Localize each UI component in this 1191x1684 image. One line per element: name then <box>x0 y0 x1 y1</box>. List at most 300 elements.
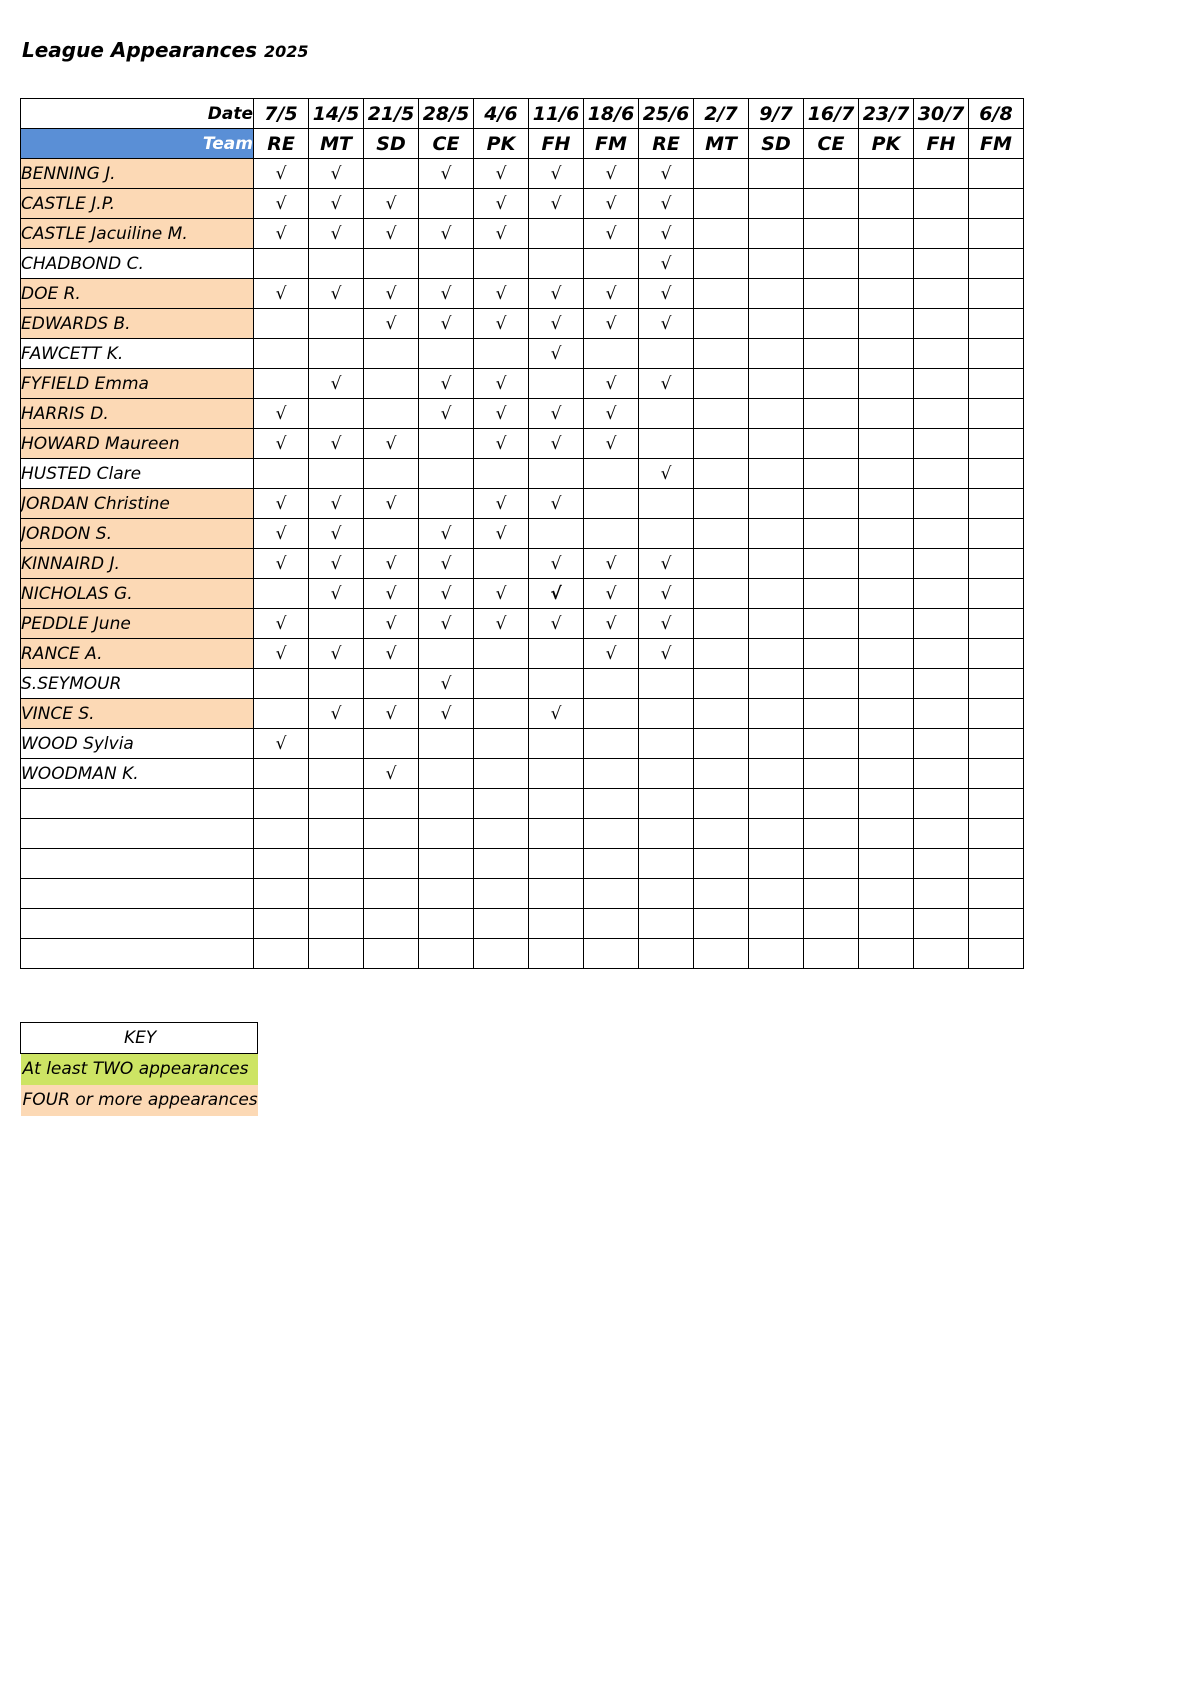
player-row <box>21 759 1024 789</box>
appearance-cell <box>969 699 1024 729</box>
appearance-cell <box>969 279 1024 309</box>
date-header-cell: 7/5 <box>254 99 309 129</box>
appearance-tick: √ <box>309 189 364 219</box>
appearance-cell <box>419 249 474 279</box>
appearance-tick: √ <box>419 699 474 729</box>
appearance-cell <box>749 879 804 909</box>
appearance-cell <box>584 699 639 729</box>
appearance-cell <box>694 279 749 309</box>
player-name: WOOD Sylvia <box>21 729 254 759</box>
appearance-cell <box>694 789 749 819</box>
appearance-cell <box>419 639 474 669</box>
appearance-cell <box>254 939 309 969</box>
appearance-tick: √ <box>364 609 419 639</box>
appearance-cell <box>859 429 914 459</box>
appearance-cell <box>254 699 309 729</box>
appearance-cell <box>914 639 969 669</box>
empty-row <box>21 879 1024 909</box>
appearance-cell <box>694 369 749 399</box>
appearance-tick: √ <box>584 309 639 339</box>
appearance-cell <box>859 369 914 399</box>
appearance-cell <box>859 219 914 249</box>
appearance-cell <box>254 819 309 849</box>
appearance-cell <box>419 819 474 849</box>
appearance-cell <box>584 669 639 699</box>
appearance-tick: √ <box>529 489 584 519</box>
appearance-tick: √ <box>584 579 639 609</box>
appearance-cell <box>859 879 914 909</box>
appearance-cell <box>474 879 529 909</box>
date-header-cell: 16/7 <box>804 99 859 129</box>
appearance-cell <box>584 519 639 549</box>
appearance-tick: √ <box>474 579 529 609</box>
appearance-cell <box>969 159 1024 189</box>
appearance-cell <box>584 819 639 849</box>
player-name: NICHOLAS G. <box>21 579 254 609</box>
appearance-cell <box>804 489 859 519</box>
appearance-tick: √ <box>639 369 694 399</box>
appearance-cell <box>309 879 364 909</box>
team-row <box>21 129 1024 159</box>
appearance-cell <box>804 189 859 219</box>
appearance-tick: √ <box>419 219 474 249</box>
appearance-cell <box>694 249 749 279</box>
appearance-cell <box>914 189 969 219</box>
appearance-cell <box>969 309 1024 339</box>
player-row <box>21 309 1024 339</box>
team-header-cell: CE <box>419 129 474 159</box>
appearance-cell <box>364 789 419 819</box>
appearance-tick: √ <box>584 429 639 459</box>
appearance-cell <box>364 459 419 489</box>
appearance-cell <box>254 909 309 939</box>
appearance-tick: √ <box>364 309 419 339</box>
appearance-cell <box>969 879 1024 909</box>
appearance-tick: √ <box>584 159 639 189</box>
appearance-cell <box>254 879 309 909</box>
appearance-tick: √ <box>364 759 419 789</box>
appearance-tick: √ <box>419 549 474 579</box>
appearance-cell <box>969 759 1024 789</box>
appearance-tick: √ <box>474 429 529 459</box>
appearance-tick: √ <box>639 309 694 339</box>
appearance-tick: √ <box>419 519 474 549</box>
appearance-cell <box>859 489 914 519</box>
appearance-tick: √ <box>584 219 639 249</box>
appearance-cell <box>584 939 639 969</box>
appearance-cell <box>749 819 804 849</box>
player-name: FAWCETT K. <box>21 339 254 369</box>
appearance-cell <box>419 729 474 759</box>
appearance-cell <box>804 939 859 969</box>
key-heading: KEY <box>21 1023 258 1054</box>
player-row <box>21 609 1024 639</box>
empty-row <box>21 939 1024 969</box>
appearance-cell <box>254 309 309 339</box>
player-name: FYFIELD Emma <box>21 369 254 399</box>
appearance-tick: √ <box>309 279 364 309</box>
team-header-cell: PK <box>859 129 914 159</box>
appearance-cell <box>804 549 859 579</box>
appearance-tick: √ <box>309 429 364 459</box>
appearance-cell <box>309 339 364 369</box>
appearance-cell <box>749 789 804 819</box>
appearance-cell <box>639 399 694 429</box>
appearance-cell <box>364 519 419 549</box>
appearance-cell <box>529 789 584 819</box>
appearance-cell <box>364 249 419 279</box>
appearance-cell <box>694 609 749 639</box>
appearance-cell <box>749 519 804 549</box>
player-row <box>21 429 1024 459</box>
appearance-cell <box>804 579 859 609</box>
team-header-cell: RE <box>639 129 694 159</box>
appearance-cell <box>859 939 914 969</box>
team-header-cell: FH <box>914 129 969 159</box>
appearance-tick: √ <box>474 159 529 189</box>
appearance-tick: √ <box>529 429 584 459</box>
appearance-cell <box>694 639 749 669</box>
appearance-tick: √ <box>254 549 309 579</box>
date-header-cell: 25/6 <box>639 99 694 129</box>
appearance-tick: √ <box>474 219 529 249</box>
appearance-cell <box>584 489 639 519</box>
appearance-cell <box>639 789 694 819</box>
appearance-cell <box>804 219 859 249</box>
appearance-cell <box>309 399 364 429</box>
appearance-cell <box>474 819 529 849</box>
appearance-cell <box>914 489 969 519</box>
appearance-cell <box>584 789 639 819</box>
appearance-cell <box>969 219 1024 249</box>
appearance-cell <box>969 609 1024 639</box>
appearance-tick: √ <box>419 609 474 639</box>
appearance-tick: √ <box>254 399 309 429</box>
appearance-cell <box>419 909 474 939</box>
appearance-cell <box>364 159 419 189</box>
appearance-cell <box>749 669 804 699</box>
appearance-cell <box>364 909 419 939</box>
appearance-cell <box>309 759 364 789</box>
appearance-tick: √ <box>364 549 419 579</box>
appearance-cell <box>364 879 419 909</box>
appearance-cell <box>969 339 1024 369</box>
appearance-cell <box>749 369 804 399</box>
date-header-cell: 28/5 <box>419 99 474 129</box>
appearance-tick: √ <box>474 399 529 429</box>
player-name: RANCE A. <box>21 639 254 669</box>
appearance-cell <box>419 789 474 819</box>
appearance-cell <box>694 579 749 609</box>
appearance-tick: √ <box>309 159 364 189</box>
appearance-cell <box>914 399 969 429</box>
appearance-cell <box>694 909 749 939</box>
appearance-tick: √ <box>419 159 474 189</box>
appearance-cell <box>309 249 364 279</box>
appearance-cell <box>804 669 859 699</box>
date-row <box>21 99 1024 129</box>
player-row <box>21 669 1024 699</box>
appearance-cell <box>969 189 1024 219</box>
appearance-tick: √ <box>529 579 584 609</box>
appearance-cell <box>914 219 969 249</box>
appearance-cell <box>859 849 914 879</box>
appearance-tick: √ <box>529 189 584 219</box>
date-header-cell: 11/6 <box>529 99 584 129</box>
date-header-cell: 21/5 <box>364 99 419 129</box>
appearance-cell <box>694 849 749 879</box>
appearance-cell <box>529 369 584 399</box>
appearance-cell <box>639 339 694 369</box>
appearance-cell <box>419 459 474 489</box>
appearance-cell <box>529 849 584 879</box>
appearance-tick: √ <box>584 399 639 429</box>
appearance-cell <box>364 369 419 399</box>
team-header-cell: SD <box>749 129 804 159</box>
empty-name-cell <box>21 879 254 909</box>
appearance-tick: √ <box>419 579 474 609</box>
appearance-tick: √ <box>529 339 584 369</box>
appearance-cell <box>529 909 584 939</box>
player-row <box>21 549 1024 579</box>
appearance-cell <box>474 459 529 489</box>
appearance-cell <box>639 729 694 759</box>
appearance-cell <box>749 939 804 969</box>
empty-name-cell <box>21 849 254 879</box>
appearance-cell <box>749 759 804 789</box>
appearance-cell <box>804 339 859 369</box>
appearance-cell <box>914 159 969 189</box>
appearance-cell <box>859 309 914 339</box>
appearance-cell <box>474 909 529 939</box>
appearance-tick: √ <box>584 639 639 669</box>
appearance-cell <box>804 849 859 879</box>
appearance-cell <box>419 939 474 969</box>
appearance-cell <box>309 309 364 339</box>
appearance-tick: √ <box>474 309 529 339</box>
appearance-tick: √ <box>584 279 639 309</box>
player-row <box>21 699 1024 729</box>
player-row <box>21 729 1024 759</box>
appearance-cell <box>749 249 804 279</box>
appearance-cell <box>419 849 474 879</box>
appearance-tick: √ <box>639 249 694 279</box>
appearance-cell <box>639 909 694 939</box>
player-row <box>21 519 1024 549</box>
appearance-cell <box>639 759 694 789</box>
player-name: KINNAIRD J. <box>21 549 254 579</box>
appearance-cell <box>914 669 969 699</box>
appearance-cell <box>474 699 529 729</box>
appearance-cell <box>694 159 749 189</box>
appearance-tick: √ <box>364 699 419 729</box>
appearance-cell <box>859 189 914 219</box>
player-name: HOWARD Maureen <box>21 429 254 459</box>
appearance-cell <box>969 669 1024 699</box>
appearance-cell <box>914 579 969 609</box>
appearance-cell <box>914 279 969 309</box>
appearance-tick: √ <box>254 489 309 519</box>
appearance-cell <box>474 939 529 969</box>
appearance-cell <box>804 279 859 309</box>
appearance-tick: √ <box>639 579 694 609</box>
appearance-cell <box>309 609 364 639</box>
appearance-cell <box>309 849 364 879</box>
appearance-tick: √ <box>639 189 694 219</box>
appearance-cell <box>914 759 969 789</box>
appearance-cell <box>254 459 309 489</box>
appearance-cell <box>639 489 694 519</box>
appearance-cell <box>254 849 309 879</box>
appearance-cell <box>529 879 584 909</box>
empty-name-cell <box>21 909 254 939</box>
appearance-tick: √ <box>529 699 584 729</box>
appearance-cell <box>749 159 804 189</box>
appearance-cell <box>694 669 749 699</box>
appearance-tick: √ <box>529 159 584 189</box>
player-row <box>21 369 1024 399</box>
player-name: BENNING J. <box>21 159 254 189</box>
appearance-tick: √ <box>474 519 529 549</box>
appearance-cell <box>969 939 1024 969</box>
appearance-tick: √ <box>254 519 309 549</box>
team-header-cell: MT <box>694 129 749 159</box>
player-name: S.SEYMOUR <box>21 669 254 699</box>
appearance-cell <box>859 819 914 849</box>
team-header-cell: MT <box>309 129 364 159</box>
appearance-cell <box>584 909 639 939</box>
appearance-cell <box>639 669 694 699</box>
appearance-tick: √ <box>529 279 584 309</box>
appearance-cell <box>419 339 474 369</box>
appearance-cell <box>529 219 584 249</box>
appearance-tick: √ <box>364 279 419 309</box>
appearance-tick: √ <box>584 189 639 219</box>
appearance-cell <box>859 789 914 819</box>
player-name: EDWARDS B. <box>21 309 254 339</box>
appearance-cell <box>309 819 364 849</box>
appearance-cell <box>914 249 969 279</box>
appearance-cell <box>584 759 639 789</box>
appearance-cell <box>364 669 419 699</box>
appearance-cell <box>749 429 804 459</box>
appearance-cell <box>584 729 639 759</box>
player-row <box>21 399 1024 429</box>
appearance-cell <box>969 849 1024 879</box>
appearance-cell <box>804 879 859 909</box>
appearance-cell <box>694 459 749 489</box>
player-row <box>21 459 1024 489</box>
appearance-tick: √ <box>529 309 584 339</box>
appearance-cell <box>969 399 1024 429</box>
appearance-tick: √ <box>419 309 474 339</box>
appearance-cell <box>529 729 584 759</box>
appearance-tick: √ <box>639 219 694 249</box>
appearance-cell <box>969 789 1024 819</box>
appearance-tick: √ <box>419 399 474 429</box>
appearance-tick: √ <box>474 279 529 309</box>
appearance-cell <box>969 579 1024 609</box>
appearance-cell <box>364 729 419 759</box>
appearance-cell <box>639 429 694 459</box>
appearance-cell <box>529 459 584 489</box>
appearance-cell <box>804 249 859 279</box>
appearance-cell <box>804 699 859 729</box>
appearance-cell <box>859 669 914 699</box>
appearance-tick: √ <box>474 489 529 519</box>
appearance-tick: √ <box>584 369 639 399</box>
appearance-tick: √ <box>529 609 584 639</box>
player-row <box>21 579 1024 609</box>
appearance-cell <box>914 909 969 939</box>
appearance-cell <box>364 939 419 969</box>
date-header-cell: 14/5 <box>309 99 364 129</box>
appearance-tick: √ <box>364 189 419 219</box>
key-four-appearances: FOUR or more appearances <box>21 1085 258 1116</box>
appearance-tick: √ <box>254 729 309 759</box>
appearance-cell <box>639 849 694 879</box>
player-name: CASTLE Jacuiline M. <box>21 219 254 249</box>
appearance-cell <box>749 339 804 369</box>
appearance-tick: √ <box>584 549 639 579</box>
appearance-cell <box>474 549 529 579</box>
appearance-cell <box>639 939 694 969</box>
appearance-tick: √ <box>309 549 364 579</box>
appearance-tick: √ <box>309 489 364 519</box>
appearance-cell <box>804 309 859 339</box>
appearance-cell <box>694 399 749 429</box>
date-header-cell: 2/7 <box>694 99 749 129</box>
player-name: HUSTED Clare <box>21 459 254 489</box>
appearance-cell <box>749 399 804 429</box>
appearance-cell <box>749 849 804 879</box>
appearance-cell <box>584 459 639 489</box>
appearance-tick: √ <box>364 219 419 249</box>
player-name: DOE R. <box>21 279 254 309</box>
appearance-cell <box>804 399 859 429</box>
appearance-cell <box>309 939 364 969</box>
appearance-tick: √ <box>364 639 419 669</box>
appearance-tick: √ <box>474 189 529 219</box>
player-row <box>21 639 1024 669</box>
player-row <box>21 489 1024 519</box>
appearance-cell <box>859 399 914 429</box>
appearance-tick: √ <box>474 609 529 639</box>
team-header-cell: FM <box>584 129 639 159</box>
appearance-cell <box>749 489 804 519</box>
key-legend <box>20 1022 258 1116</box>
appearance-cell <box>529 939 584 969</box>
appearance-cell <box>969 819 1024 849</box>
appearance-cell <box>914 369 969 399</box>
appearance-cell <box>694 819 749 849</box>
empty-row <box>21 909 1024 939</box>
appearance-cell <box>914 849 969 879</box>
appearance-cell <box>364 339 419 369</box>
team-header-cell: RE <box>254 129 309 159</box>
appearance-cell <box>914 609 969 639</box>
appearance-cell <box>749 579 804 609</box>
appearance-cell <box>309 459 364 489</box>
appearance-cell <box>969 519 1024 549</box>
appearance-cell <box>254 759 309 789</box>
player-row <box>21 279 1024 309</box>
appearance-cell <box>694 309 749 339</box>
appearance-cell <box>419 879 474 909</box>
appearance-cell <box>529 519 584 549</box>
team-header-cell: PK <box>474 129 529 159</box>
appearance-cell <box>309 729 364 759</box>
